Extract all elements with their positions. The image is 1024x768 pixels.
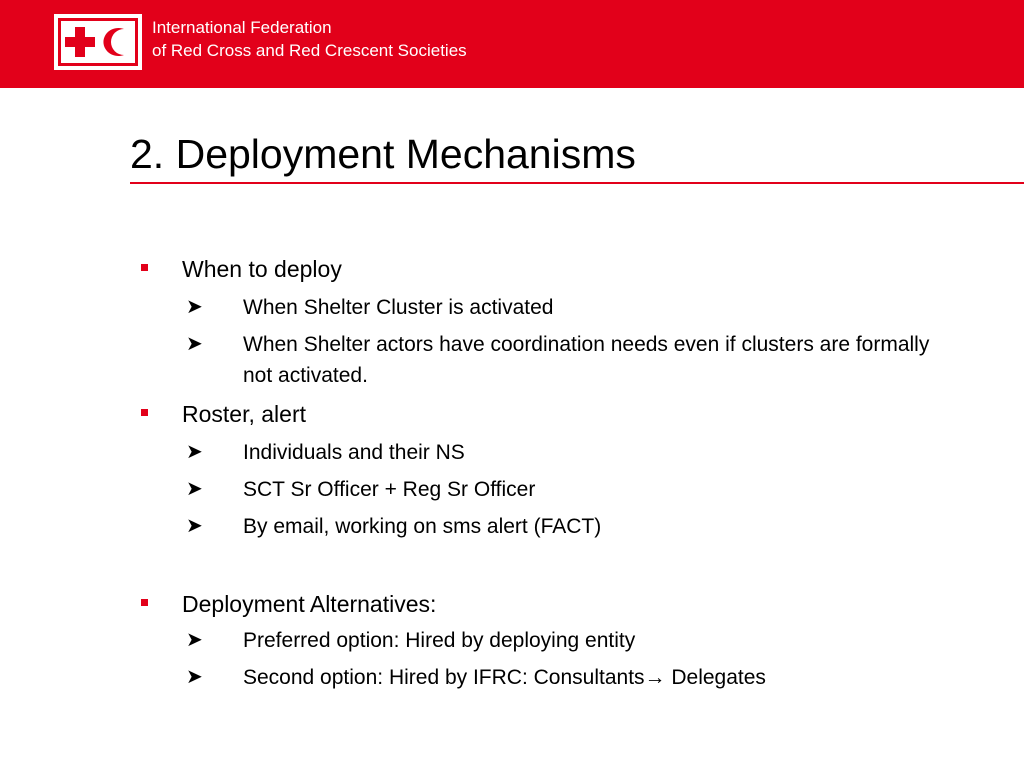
arrow-bullet-icon: ➤ <box>186 629 203 651</box>
list-item <box>186 662 953 693</box>
list-item-text: Second option: Hired by IFRC: Consultants→ Delegates <box>243 666 766 689</box>
section-when-to-deploy <box>182 254 342 284</box>
section-label: Deployment Alternatives: <box>182 591 437 617</box>
section-roster-alert <box>182 399 306 429</box>
arrow-bullet-icon: ➤ <box>186 296 203 318</box>
arrow-bullet-icon: ➤ <box>186 441 203 463</box>
org-name-line-1: International Federation <box>152 18 332 37</box>
header-bar <box>0 0 1024 88</box>
list-item-text: When Shelter Cluster is activated <box>243 296 554 319</box>
list-item-text: Individuals and their NS <box>243 441 465 464</box>
list-item-text: Preferred option: Hired by deploying entity <box>243 629 636 652</box>
list-item <box>186 292 953 323</box>
list-item <box>186 511 953 542</box>
list-item <box>186 625 953 656</box>
ifrc-logo-icon <box>54 14 142 70</box>
section-label: Roster, alert <box>182 401 306 427</box>
arrow-bullet-icon: ➤ <box>186 515 203 537</box>
list-item-text: SCT Sr Officer + Reg Sr Officer <box>243 478 536 501</box>
list-item-text: By email, working on sms alert (FACT) <box>243 515 602 538</box>
slide-title: 2. Deployment Mechanisms <box>130 131 636 177</box>
list-item-text: When Shelter actors have coordination needs even if clusters are formally not activated. <box>243 333 930 387</box>
list-item <box>186 329 953 391</box>
organization-name <box>152 16 467 62</box>
list-item <box>186 437 953 468</box>
title-divider <box>130 182 1024 184</box>
list-item <box>186 474 953 505</box>
square-bullet-icon <box>141 264 148 271</box>
arrow-bullet-icon: ➤ <box>186 478 203 500</box>
section-deployment-alternatives <box>182 589 436 619</box>
arrow-bullet-icon: ➤ <box>186 333 203 355</box>
section-label: When to deploy <box>182 256 342 282</box>
arrow-bullet-icon: ➤ <box>186 666 203 688</box>
square-bullet-icon <box>141 409 148 416</box>
square-bullet-icon <box>141 599 148 606</box>
org-name-line-2: of Red Cross and Red Crescent Societies <box>152 41 467 60</box>
